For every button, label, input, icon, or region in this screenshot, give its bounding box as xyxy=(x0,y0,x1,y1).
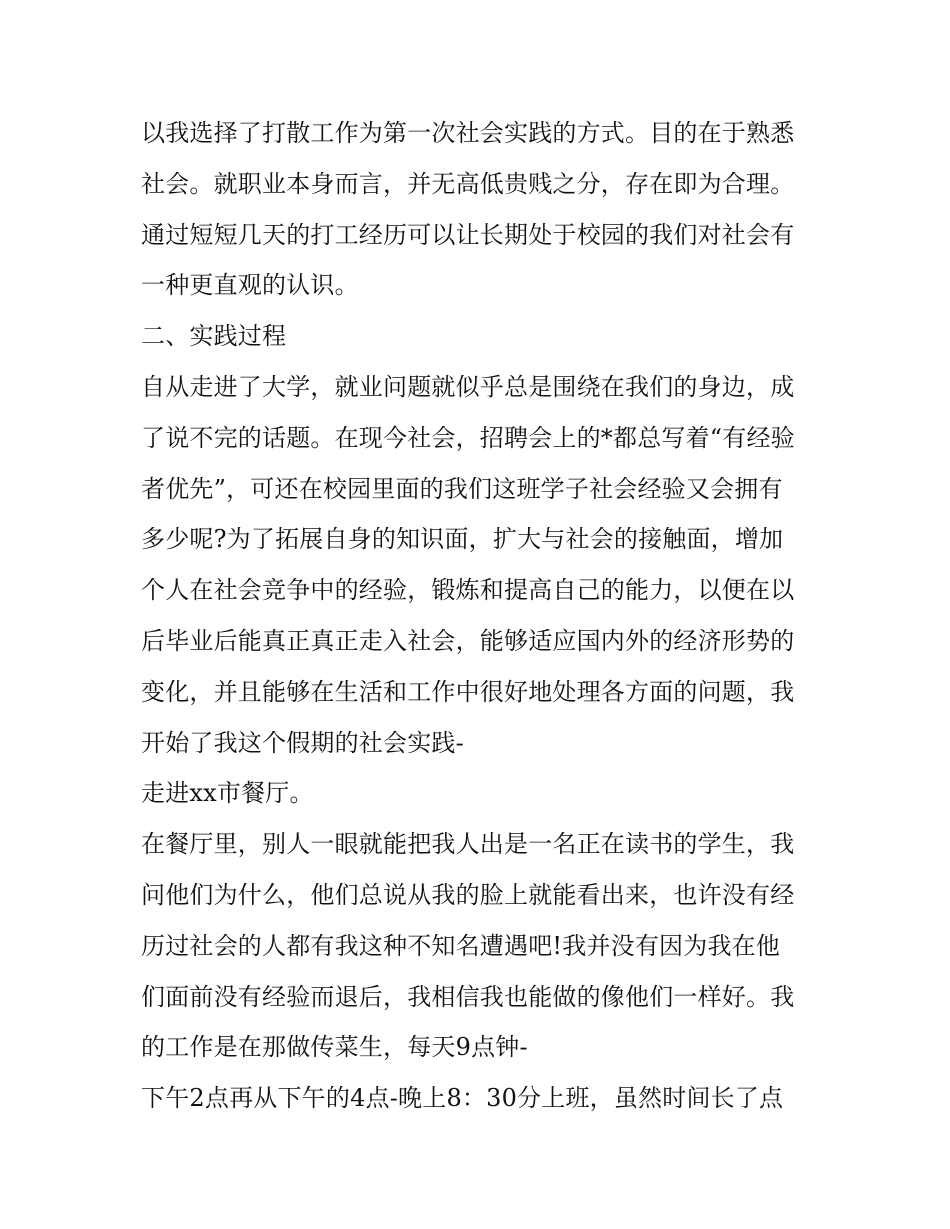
text-line: 问他们为什么，他们总说从我的脸上就能看出来，也许没有经 xyxy=(141,880,795,909)
text-line: 下午2点再从下午的4点-晚上8：30分上班，虽然时间长了点 xyxy=(141,1084,784,1113)
text-line: 走进xx市餐厅。 xyxy=(141,779,314,808)
text-line: 社会。就职业本身而言，并无高低贵贱之分，存在即为合理。 xyxy=(141,169,795,198)
text-line: 者优先”，可还在校园里面的我们这班学子社会经验又会拥有 xyxy=(141,474,783,503)
text-line: 历过社会的人都有我这种不知名遭遇吧!我并没有因为我在他 xyxy=(141,931,781,960)
text-line: 了说不完的话题。在现今社会，招聘会上的*都总写着“有经验 xyxy=(141,423,795,452)
text-line: 自从走进了大学，就业问题就似乎总是围绕在我们的身边，成 xyxy=(141,372,795,401)
text-line: 变化，并且能够在生活和工作中很好地处理各方面的问题，我 xyxy=(141,677,795,706)
text-line: 们面前没有经验而退后，我相信我也能做的像他们一样好。我 xyxy=(141,982,795,1011)
text-line: 个人在社会竞争中的经验，锻炼和提高自己的能力，以便在以 xyxy=(141,576,795,605)
text-line: 一种更直观的认识。 xyxy=(141,271,359,300)
text-line: 多少呢?为了拓展自身的知识面，扩大与社会的接触面，增加 xyxy=(141,525,784,554)
text-line: 的工作是在那做传菜生，每天9点钟- xyxy=(141,1033,528,1062)
text-line: 以我选择了打散工作为第一次社会实践的方式。目的在于熟悉 xyxy=(141,119,795,147)
text-line: 开始了我这个假期的社会实践- xyxy=(141,728,464,757)
body-text xyxy=(141,108,821,1124)
section-heading: 二、实践过程 xyxy=(141,322,287,351)
text-line: 通过短短几天的打工经历可以让长期处于校园的我们对社会有 xyxy=(141,220,795,249)
text-line: 后毕业后能真正真正走入社会，能够适应国内外的经济形势的 xyxy=(141,626,795,655)
text-line: 在餐厅里，别人一眼就能把我人出是一名正在读书的学生，我 xyxy=(141,830,795,859)
